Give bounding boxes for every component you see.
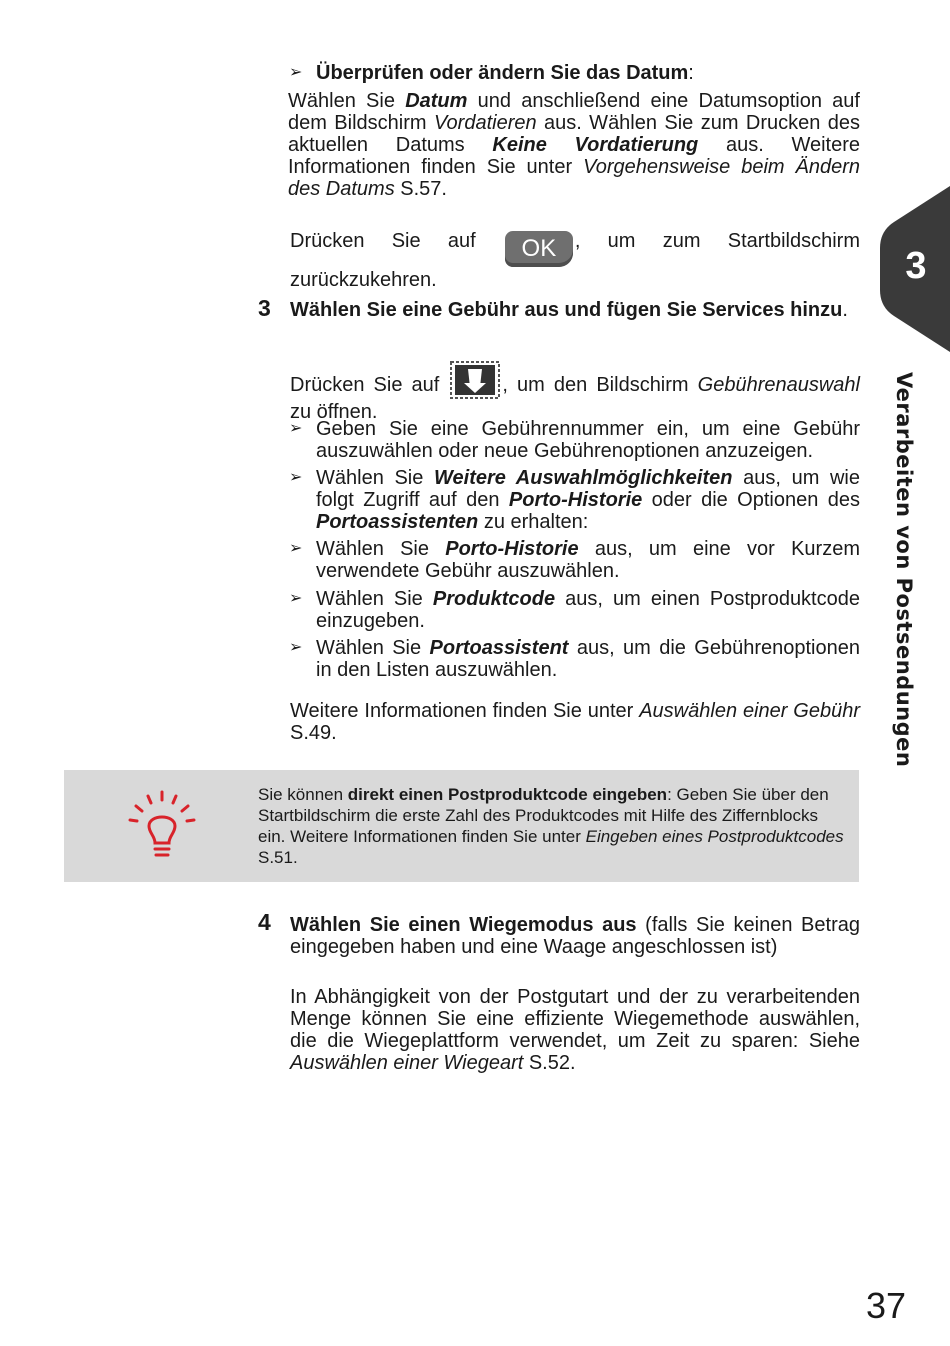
step4-title: Wählen Sie einen Wiegemodus aus (falls Sie keinen Betrag eingegeben haben und eine Waage angeschlossen ist) (290, 914, 860, 958)
step-number: 4 (258, 909, 271, 935)
ok-button-icon: OK (505, 231, 573, 267)
lightbulb-icon (124, 788, 200, 862)
tip-text: Sie können direkt einen Postproduktcode eingeben: Geben Sie über den Startbildschirm die erste Zahl des Produktcodes mit Hilfe des Ziffernblocks ein. Weitere Informationen finden Sie unter Eingeben eines Postproduktcodes S.51. (258, 785, 844, 867)
step3-press-paragraph: Drücken Sie auf , um den Bildschirm Gebührenauswahl zu öffnen. (290, 361, 860, 425)
list-item: ➢ Wählen Sie Weitere Auswahlmöglichkeiten aus, um wie folgt Zugriff auf den Porto-Historie oder die Optionen des Portoassistenten zu erhalten: (289, 467, 860, 533)
list-item: ➢ Wählen Sie Portoassistent aus, um die Gebührenoptionen in den Listen auszuwählen. (289, 637, 860, 681)
stamp-icon (450, 361, 500, 399)
step4-paragraph: In Abhängigkeit von der Postgutart und der zu verarbeitenden Menge können Sie eine effiziente Wiegemethode auswählen, die die Wiegeplattform verwendet, um Zeit zu sparen: Siehe Auswählen einer Wiegeart S.52. (290, 986, 860, 1074)
chapter-tab (880, 186, 950, 352)
arrow-bullet-icon: ➢ (289, 420, 303, 437)
arrow-bullet-icon: ➢ (289, 469, 303, 486)
page-number: 37 (866, 1285, 907, 1326)
arrow-bullet-icon: ➢ (289, 590, 303, 607)
arrow-bullet-icon: ➢ (289, 540, 303, 557)
step3-more-info: Weitere Informationen finden Sie unter Auswählen einer Gebühr S.49. (290, 700, 860, 744)
chapter-number: 3 (905, 245, 927, 287)
press-ok-paragraph: Drücken Sie auf OK , um zum Startbildschirm zurückzukehren. (290, 230, 860, 291)
list-item: ➢ Wählen Sie Produktcode aus, um einen Postproduktcode einzugeben. (289, 588, 860, 632)
step-number: 3 (258, 295, 271, 321)
list-item: ➢ Wählen Sie Porto-Historie aus, um eine vor Kurzem verwendete Gebühr auszuwählen. (289, 538, 860, 582)
step3-title: Wählen Sie eine Gebühr aus und fügen Sie Services hinzu. (290, 299, 848, 321)
chapter-title: Verarbeiten von Postsendungen (892, 372, 916, 768)
date-heading: ➢ Überprüfen oder ändern Sie das Datum: (289, 62, 694, 84)
arrow-bullet-icon: ➢ (289, 64, 303, 81)
date-paragraph: Wählen Sie Datum und anschließend eine Datumsoption auf dem Bildschirm Vordatieren aus. Wählen Sie zum Drucken des aktuellen Datums Keine Vordatierung aus. Weitere Informationen finden Sie unter Vorgehensweise beim Ändern des Datums S.57. (288, 90, 860, 200)
arrow-bullet-icon: ➢ (289, 639, 303, 656)
list-item: ➢ Geben Sie eine Gebührennummer ein, um eine Gebühr auszuwählen oder neue Gebührenoptionen anzuzeigen. (289, 418, 860, 462)
tip-box (64, 770, 859, 882)
